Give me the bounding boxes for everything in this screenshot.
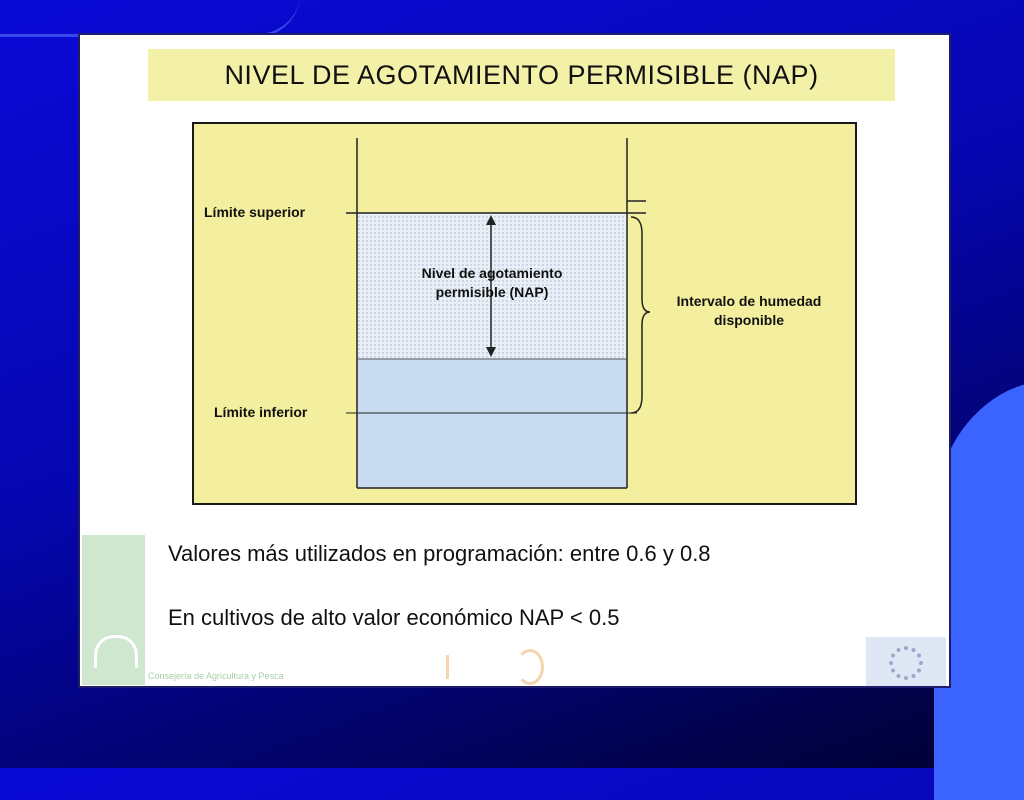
slide-title: NIVEL DE AGOTAMIENTO PERMISIBLE (NAP): [224, 59, 819, 90]
institute-logo-icon: [442, 647, 612, 685]
title-band: [148, 49, 895, 101]
footer-institution: Consejería de Agricultura y Pesca: [148, 671, 284, 681]
text-line-1: Valores más utilizados en programación: entre 0.6 y 0.8: [168, 541, 711, 566]
interval-label-line1: Intervalo de humedad: [676, 293, 822, 309]
nap-label-line1: Nivel de agotamiento: [421, 265, 563, 281]
text-line-2: En cultivos de alto valor económico NAP < 0.5: [168, 605, 620, 630]
junta-andalucia-logo-icon: [82, 535, 145, 685]
background-swoosh-top: [0, 0, 300, 37]
nap-diagram: [192, 122, 857, 505]
slide: [78, 33, 951, 688]
interval-label: [649, 292, 849, 330]
upper-limit-label: Límite superior: [204, 204, 306, 220]
interval-brace: [631, 217, 650, 413]
nap-label-line2: permisible (NAP): [435, 284, 549, 300]
nap-label: [369, 264, 615, 302]
eu-flag-icon: [866, 637, 946, 688]
lower-zone: [357, 359, 627, 488]
interval-label-line2: disponible: [714, 312, 784, 328]
lower-limit-label: Límite inferior: [214, 404, 308, 420]
